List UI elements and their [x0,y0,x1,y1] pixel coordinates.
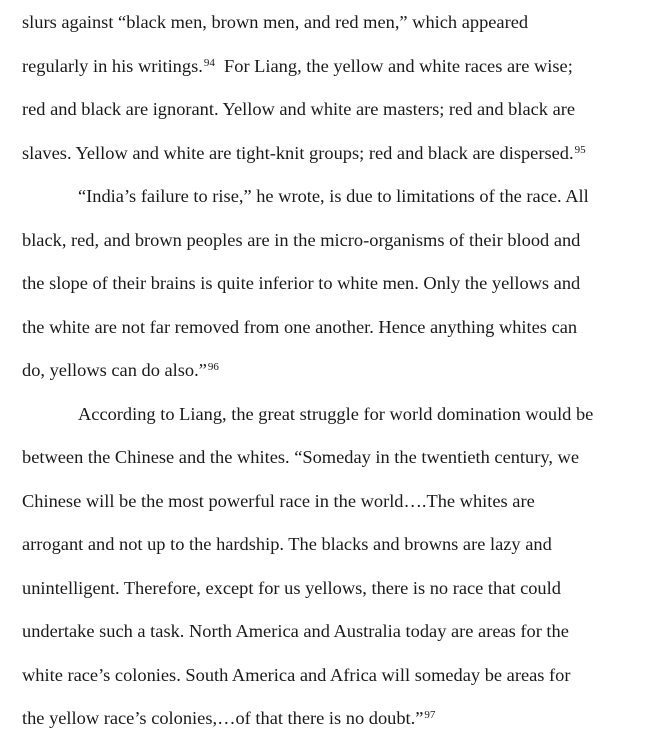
line-text: the yellow race’s colonies,…of that there is no doubt.” [22,708,424,728]
footnote-marker[interactable]: 96 [207,361,219,373]
line-text: slaves. Yellow and white are tight-knit groups; red and black are dispersed. [22,143,574,163]
text-line [22,662,570,688]
text-line [22,618,569,644]
footnote-marker[interactable]: 94 [203,57,215,69]
text-line [22,53,573,79]
text-line [22,531,552,557]
line-text: undertake such a task. North America and Australia today are areas for the [22,621,569,641]
line-text: unintelligent. Therefore, except for us yellows, there is no race that could [22,578,561,598]
text-line [22,140,586,166]
line-text: the white are not far removed from one another. Hence anything whites can [22,317,578,337]
line-text: between the Chinese and the whites. “Someday in the twentieth century, we [22,447,579,467]
line-text: Chinese will be the most powerful race in the world….The whites are [22,491,535,511]
text-line [22,488,535,514]
paragraph-first-line [22,183,589,209]
line-text: slurs against “black men, brown men, and red men,” which appeared [22,12,529,32]
text-line [22,9,528,35]
text-line [22,444,579,470]
text-line [22,575,561,601]
paragraph-first-line [22,401,593,427]
line-text: arrogant and not up to the hardship. The blacks and browns are lazy and [22,534,552,554]
text-line [22,227,580,253]
text-line [22,357,219,383]
line-text: red and black are ignorant. Yellow and white are masters; red and black are [22,99,576,119]
footnote-marker[interactable]: 95 [574,144,586,156]
text-line [22,270,580,296]
line-text: do, yellows can do also.” [22,360,207,380]
line-text: the slope of their brains is quite inferior to white men. Only the yellows and [22,273,581,293]
line-text: “India’s failure to rise,” he wrote, is due to limitations of the race. All [78,186,589,206]
line-text: white race’s colonies. South America and Africa will someday be areas for [22,665,571,685]
text-line [22,314,577,340]
line-text: regularly in his writings. [22,56,203,76]
text-line [22,96,575,122]
footnote-marker[interactable]: 97 [424,709,436,721]
line-text: According to Liang, the great struggle for world domination would be [78,404,594,424]
line-text: black, red, and brown peoples are in the micro-organisms of their blood and [22,230,581,250]
text-line [22,705,435,731]
line-text: For Liang, the yellow and white races are wise; [214,56,573,76]
